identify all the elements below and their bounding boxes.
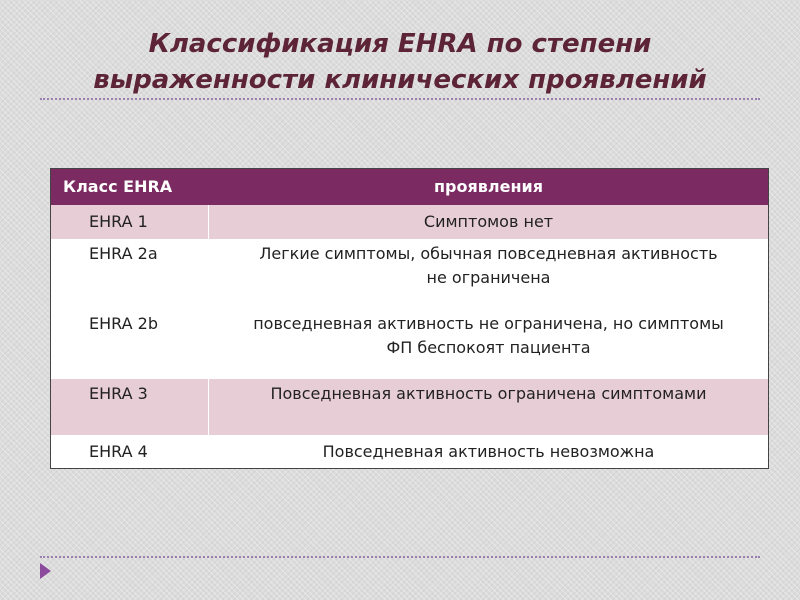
ehra-table xyxy=(50,168,769,469)
class-cell: EHRA 2b xyxy=(89,314,158,333)
table-row xyxy=(51,435,768,468)
footer-divider xyxy=(40,556,760,558)
header-manifestations: проявления xyxy=(433,177,543,196)
class-cell: EHRA 3 xyxy=(51,379,209,435)
header-class: Класс EHRA xyxy=(63,177,173,196)
manifestation-cell: повседневная активность не ограничена, но симптомы ФП беспокоят пациента xyxy=(253,314,724,357)
table-row xyxy=(51,239,768,309)
slide-title: Классификация EHRA по степени выраженности клинических проявлений xyxy=(93,29,707,95)
title-divider xyxy=(40,98,760,100)
table-header-row xyxy=(51,169,768,205)
class-cell: EHRA 2a xyxy=(89,244,158,263)
class-cell: EHRA 4 xyxy=(89,442,148,461)
manifestation-cell: Симптомов нет xyxy=(423,212,554,231)
manifestation-cell: Повседневная активность ограничена симптомами xyxy=(270,384,707,403)
manifestation-cell: Легкие симптомы, обычная повседневная активность не ограничена xyxy=(259,244,718,287)
class-cell: EHRA 1 xyxy=(51,205,209,239)
table-row xyxy=(51,309,768,379)
play-arrow-icon[interactable] xyxy=(40,563,51,579)
table-row xyxy=(51,379,768,435)
table-row xyxy=(51,205,768,239)
manifestation-cell: Повседневная активность невозможна xyxy=(322,442,655,461)
